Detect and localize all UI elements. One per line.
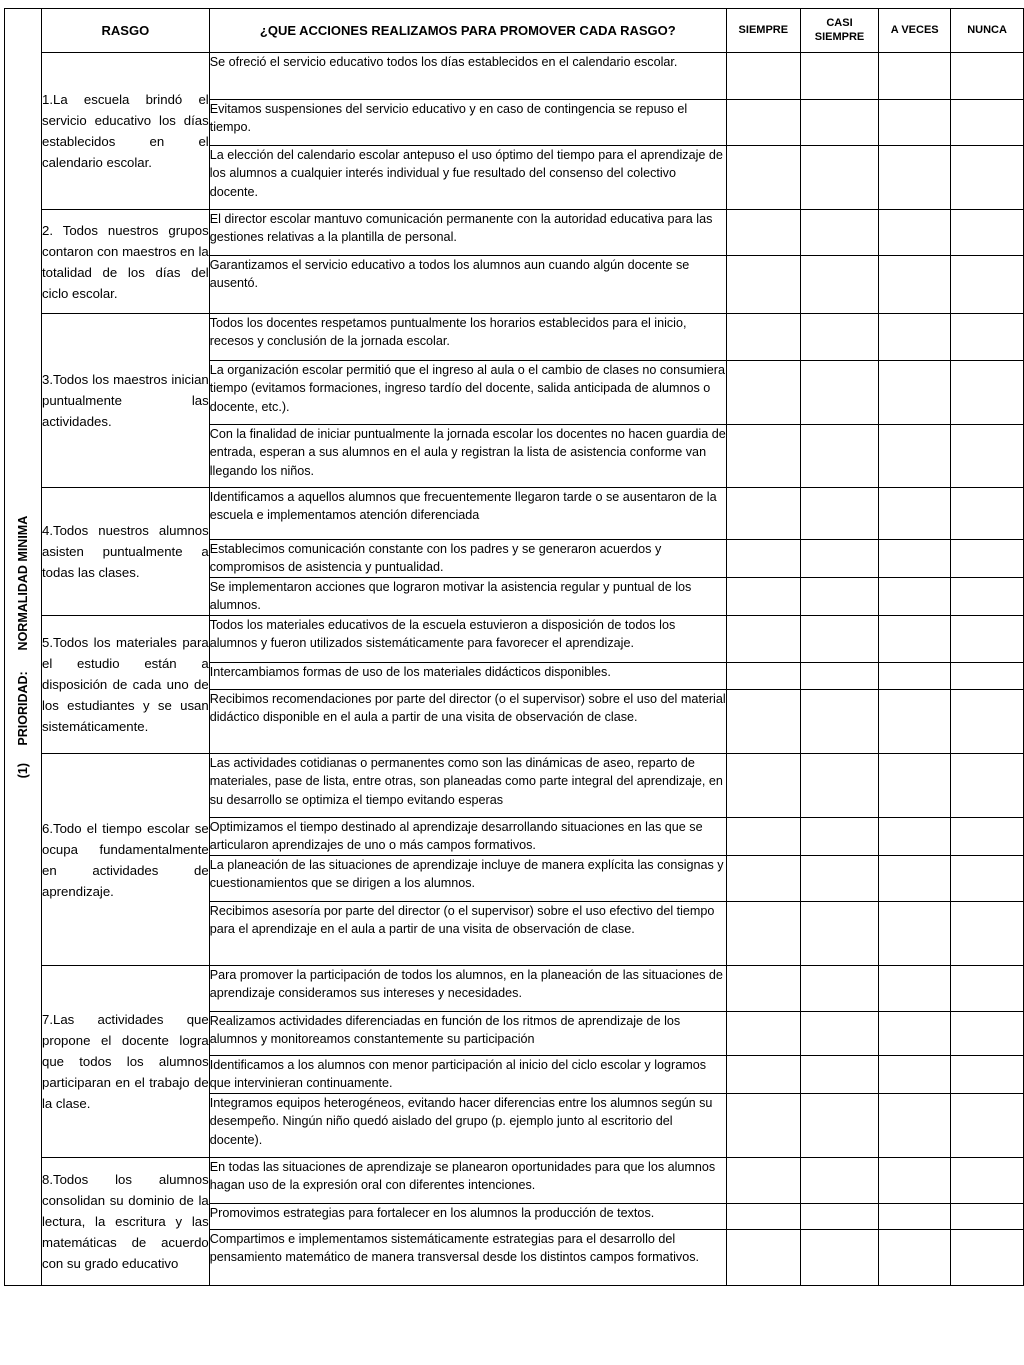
mark-cell-a-veces[interactable] [879, 818, 951, 856]
mark-cell-a-veces[interactable] [879, 488, 951, 540]
action-cell: Recibimos asesoría por parte del director (o el supervisor) sobre el uso efectivo del tiempo para el aprendizaje en el aula a partir de una visita de observación de clase. [209, 902, 726, 966]
rasgo-cell: 7.Las actividades que propone el docente logra que todos los alumnos participaran en el trabajo de la clase. [42, 966, 210, 1158]
action-cell: Identificamos a los alumnos con menor participación al inicio del ciclo escolar y logramos que intervinieran continuamente. [209, 1056, 726, 1094]
mark-cell-nunca[interactable] [951, 100, 1024, 146]
action-cell: Intercambiamos formas de uso de los materiales didácticos disponibles. [209, 663, 726, 690]
header-nunca: NUNCA [951, 9, 1024, 53]
mark-cell-casi-siempre[interactable] [800, 1056, 879, 1094]
mark-cell-casi-siempre[interactable] [800, 1158, 879, 1204]
mark-cell-nunca[interactable] [951, 818, 1024, 856]
mark-cell-casi-siempre[interactable] [800, 902, 879, 966]
mark-cell-siempre[interactable] [726, 856, 800, 902]
mark-cell-siempre[interactable] [726, 256, 800, 314]
mark-cell-a-veces[interactable] [879, 754, 951, 818]
mark-cell-casi-siempre[interactable] [800, 616, 879, 663]
mark-cell-siempre[interactable] [726, 966, 800, 1012]
mark-cell-a-veces[interactable] [879, 1056, 951, 1094]
mark-cell-casi-siempre[interactable] [800, 663, 879, 690]
action-row [42, 314, 1024, 361]
mark-cell-a-veces[interactable] [879, 1204, 951, 1230]
mark-cell-casi-siempre[interactable] [800, 314, 879, 361]
mark-cell-nunca[interactable] [951, 425, 1024, 488]
mark-cell-casi-siempre[interactable] [800, 1094, 879, 1158]
rasgo-cell: 5.Todos los materiales para el estudio están a disposición de cada uno de los estudiantes y se usan sistemáticamente. [42, 616, 210, 754]
mark-cell-casi-siempre[interactable] [800, 1230, 879, 1286]
mark-cell-nunca[interactable] [951, 1204, 1024, 1230]
mark-cell-nunca[interactable] [951, 1230, 1024, 1286]
action-cell: La organización escolar permitió que el ingreso al aula o el cambio de clases no consumiera tiempo (evitamos formaciones, ingreso tardío del docente, salida anticipada de alumnos o docente, etc.). [209, 361, 726, 425]
action-cell: Se ofreció el servicio educativo todos los días establecidos en el calendario escolar. [209, 53, 726, 100]
rasgo-cell: 8.Todos los alumnos consolidan su dominio de la lectura, la escritura y las matemáticas de acuerdo con su grado educativo [42, 1158, 210, 1286]
mark-cell-siempre[interactable] [726, 488, 800, 540]
action-cell: Para promover la participación de todos los alumnos, en la planeación de las situaciones de aprendizaje consideramos sus intereses y necesidades. [209, 966, 726, 1012]
mark-cell-a-veces[interactable] [879, 690, 951, 754]
mark-cell-a-veces[interactable] [879, 361, 951, 425]
mark-cell-nunca[interactable] [951, 210, 1024, 256]
action-cell: Con la finalidad de iniciar puntualmente la jornada escolar los docentes no hacen guardia de entrada, esperan a sus alumnos en el aula y registran la lista de asistencia conforme van llegando los niños. [209, 425, 726, 488]
header-a-veces: A VECES [879, 9, 951, 53]
mark-cell-casi-siempre[interactable] [800, 966, 879, 1012]
action-cell: Realizamos actividades diferenciadas en función de los ritmos de aprendizaje de los alumnos y monitoreamos constantemente su participación [209, 1012, 726, 1056]
action-cell: Optimizamos el tiempo destinado al aprendizaje desarrollando situaciones en las que se articularon aprendizajes de uno o más campos formativos. [209, 818, 726, 856]
mark-cell-a-veces[interactable] [879, 1230, 951, 1286]
mark-cell-siempre[interactable] [726, 146, 800, 210]
mark-cell-siempre[interactable] [726, 578, 800, 616]
mark-cell-siempre[interactable] [726, 1056, 800, 1094]
mark-cell-a-veces[interactable] [879, 663, 951, 690]
action-cell: Establecimos comunicación constante con los padres y se generaron acuerdos y compromisos de asistencia y puntualidad. [209, 540, 726, 578]
priority-title: PRIORIDAD: [16, 671, 30, 746]
mark-cell-siempre[interactable] [726, 754, 800, 818]
priority-label [16, 516, 30, 779]
header-siempre: SIEMPRE [726, 9, 800, 53]
mark-cell-nunca[interactable] [951, 1056, 1024, 1094]
mark-cell-nunca[interactable] [951, 578, 1024, 616]
mark-cell-a-veces[interactable] [879, 314, 951, 361]
evaluation-table [41, 8, 1024, 1286]
action-cell: Se implementaron acciones que lograron motivar la asistencia regular y puntual de los alumnos. [209, 578, 726, 616]
mark-cell-casi-siempre[interactable] [800, 361, 879, 425]
rasgo-cell: 2. Todos nuestros grupos contaron con maestros en la totalidad de los días del ciclo escolar. [42, 210, 210, 314]
action-cell: Promovimos estrategias para fortalecer en los alumnos la producción de textos. [209, 1204, 726, 1230]
mark-cell-a-veces[interactable] [879, 256, 951, 314]
mark-cell-siempre[interactable] [726, 1204, 800, 1230]
action-row [42, 616, 1024, 663]
rasgo-cell: 3.Todos los maestros inician puntualmente las actividades. [42, 314, 210, 488]
mark-cell-casi-siempre[interactable] [800, 540, 879, 578]
mark-cell-casi-siempre[interactable] [800, 210, 879, 256]
action-cell: Compartimos e implementamos sistemáticamente estrategias para el desarrollo del pensamiento matemático de manera transversal desde los distintos campos formativos. [209, 1230, 726, 1286]
action-row [42, 966, 1024, 1012]
header-casi-siempre: CASI SIEMPRE [800, 9, 879, 53]
mark-cell-siempre[interactable] [726, 100, 800, 146]
action-cell: Evitamos suspensiones del servicio educativo y en caso de contingencia se repuso el tiempo. [209, 100, 726, 146]
mark-cell-nunca[interactable] [951, 53, 1024, 100]
mark-cell-nunca[interactable] [951, 1012, 1024, 1056]
mark-cell-siempre[interactable] [726, 1094, 800, 1158]
action-row [42, 488, 1024, 540]
mark-cell-siempre[interactable] [726, 1230, 800, 1286]
mark-cell-casi-siempre[interactable] [800, 856, 879, 902]
mark-cell-casi-siempre[interactable] [800, 1204, 879, 1230]
mark-cell-siempre[interactable] [726, 1012, 800, 1056]
mark-cell-nunca[interactable] [951, 966, 1024, 1012]
mark-cell-nunca[interactable] [951, 488, 1024, 540]
action-cell: Todos los materiales educativos de la escuela estuvieron a disposición de todos los alumnos y fueron utilizados sistemáticamente para favorecer el aprendizaje. [209, 616, 726, 663]
mark-cell-casi-siempre[interactable] [800, 488, 879, 540]
action-cell: En todas las situaciones de aprendizaje se planearon oportunidades para que los alumnos hagan uso de la expresión oral con diferentes intenciones. [209, 1158, 726, 1204]
mark-cell-siempre[interactable] [726, 663, 800, 690]
mark-cell-casi-siempre[interactable] [800, 425, 879, 488]
mark-cell-casi-siempre[interactable] [800, 818, 879, 856]
mark-cell-casi-siempre[interactable] [800, 146, 879, 210]
mark-cell-a-veces[interactable] [879, 1158, 951, 1204]
mark-cell-nunca[interactable] [951, 540, 1024, 578]
mark-cell-a-veces[interactable] [879, 100, 951, 146]
mark-cell-nunca[interactable] [951, 256, 1024, 314]
action-cell: Integramos equipos heterogéneos, evitando hacer diferencias entre los alumnos según su desempeño. Ningún niño quedó aislado del grupo (p. ejemplo junto al escritorio del docente). [209, 1094, 726, 1158]
priority-number: (1) [16, 762, 30, 779]
mark-cell-siempre[interactable] [726, 210, 800, 256]
action-cell: La planeación de las situaciones de aprendizaje incluye de manera explícita las consignas y cuestionamientos que se dirigen a los alumnos. [209, 856, 726, 902]
mark-cell-siempre[interactable] [726, 314, 800, 361]
rasgo-cell: 1.La escuela brindó el servicio educativo los días establecidos en el calendario escolar. [42, 53, 210, 210]
mark-cell-a-veces[interactable] [879, 856, 951, 902]
mark-cell-a-veces[interactable] [879, 1012, 951, 1056]
rasgo-cell: 6.Todo el tiempo escolar se ocupa fundamentalmente en actividades de aprendizaje. [42, 754, 210, 966]
mark-cell-nunca[interactable] [951, 1094, 1024, 1158]
mark-cell-casi-siempre[interactable] [800, 578, 879, 616]
mark-cell-nunca[interactable] [951, 856, 1024, 902]
header-rasgo: RASGO [42, 9, 210, 53]
mark-cell-casi-siempre[interactable] [800, 754, 879, 818]
mark-cell-siempre[interactable] [726, 425, 800, 488]
mark-cell-siempre[interactable] [726, 690, 800, 754]
priority-sidebar [4, 8, 41, 1286]
mark-cell-a-veces[interactable] [879, 616, 951, 663]
mark-cell-casi-siempre[interactable] [800, 100, 879, 146]
mark-cell-siempre[interactable] [726, 902, 800, 966]
mark-cell-a-veces[interactable] [879, 1094, 951, 1158]
priority-value: NORMALIDAD MINIMA [16, 515, 30, 651]
rasgo-cell: 4.Todos nuestros alumnos asisten puntualmente a todas las clases. [42, 488, 210, 616]
mark-cell-nunca[interactable] [951, 663, 1024, 690]
header-acciones: ¿QUE ACCIONES REALIZAMOS PARA PROMOVER CADA RASGO? [209, 9, 726, 53]
mark-cell-nunca[interactable] [951, 146, 1024, 210]
mark-cell-a-veces[interactable] [879, 146, 951, 210]
mark-cell-nunca[interactable] [951, 1158, 1024, 1204]
action-row [42, 210, 1024, 256]
mark-cell-siempre[interactable] [726, 53, 800, 100]
mark-cell-siempre[interactable] [726, 361, 800, 425]
mark-cell-a-veces[interactable] [879, 540, 951, 578]
mark-cell-siempre[interactable] [726, 616, 800, 663]
mark-cell-siempre[interactable] [726, 1158, 800, 1204]
mark-cell-a-veces[interactable] [879, 578, 951, 616]
mark-cell-casi-siempre[interactable] [800, 256, 879, 314]
mark-cell-casi-siempre[interactable] [800, 53, 879, 100]
mark-cell-nunca[interactable] [951, 361, 1024, 425]
action-cell: El director escolar mantuvo comunicación permanente con la autoridad educativa para las gestiones relativas a la plantilla de personal. [209, 210, 726, 256]
action-row [42, 53, 1024, 100]
header-row [42, 9, 1024, 53]
action-cell: Las actividades cotidianas o permanentes como son las dinámicas de aseo, reparto de materiales, pase de lista, entre otras, son planeadas como parte integral del aprendizaje, en su desarrollo se optimiza el tiempo evitando esperas [209, 754, 726, 818]
mark-cell-a-veces[interactable] [879, 902, 951, 966]
action-cell: Identificamos a aquellos alumnos que frecuentemente llegaron tarde o se ausentaron de la escuela e implementamos atención diferenciada [209, 488, 726, 540]
action-cell: Recibimos recomendaciones por parte del director (o el supervisor) sobre el uso del material didáctico disponible en el aula a partir de una visita de observación de clase. [209, 690, 726, 754]
action-cell: La elección del calendario escolar antepuso el uso óptimo del tiempo para el aprendizaje de los alumnos a cualquier interés individual y fue resultado del consenso del colectivo docente. [209, 146, 726, 210]
action-cell: Garantizamos el servicio educativo a todos los alumnos aun cuando algún docente se ausentó. [209, 256, 726, 314]
mark-cell-nunca[interactable] [951, 616, 1024, 663]
mark-cell-a-veces[interactable] [879, 53, 951, 100]
mark-cell-nunca[interactable] [951, 314, 1024, 361]
action-row [42, 1158, 1024, 1204]
action-row [42, 754, 1024, 818]
mark-cell-casi-siempre[interactable] [800, 1012, 879, 1056]
mark-cell-siempre[interactable] [726, 540, 800, 578]
mark-cell-nunca[interactable] [951, 754, 1024, 818]
mark-cell-nunca[interactable] [951, 690, 1024, 754]
mark-cell-casi-siempre[interactable] [800, 690, 879, 754]
mark-cell-siempre[interactable] [726, 818, 800, 856]
mark-cell-nunca[interactable] [951, 902, 1024, 966]
mark-cell-a-veces[interactable] [879, 210, 951, 256]
mark-cell-a-veces[interactable] [879, 425, 951, 488]
action-cell: Todos los docentes respetamos puntualmente los horarios establecidos para el inicio, recesos y conclusión de la jornada escolar. [209, 314, 726, 361]
mark-cell-a-veces[interactable] [879, 966, 951, 1012]
